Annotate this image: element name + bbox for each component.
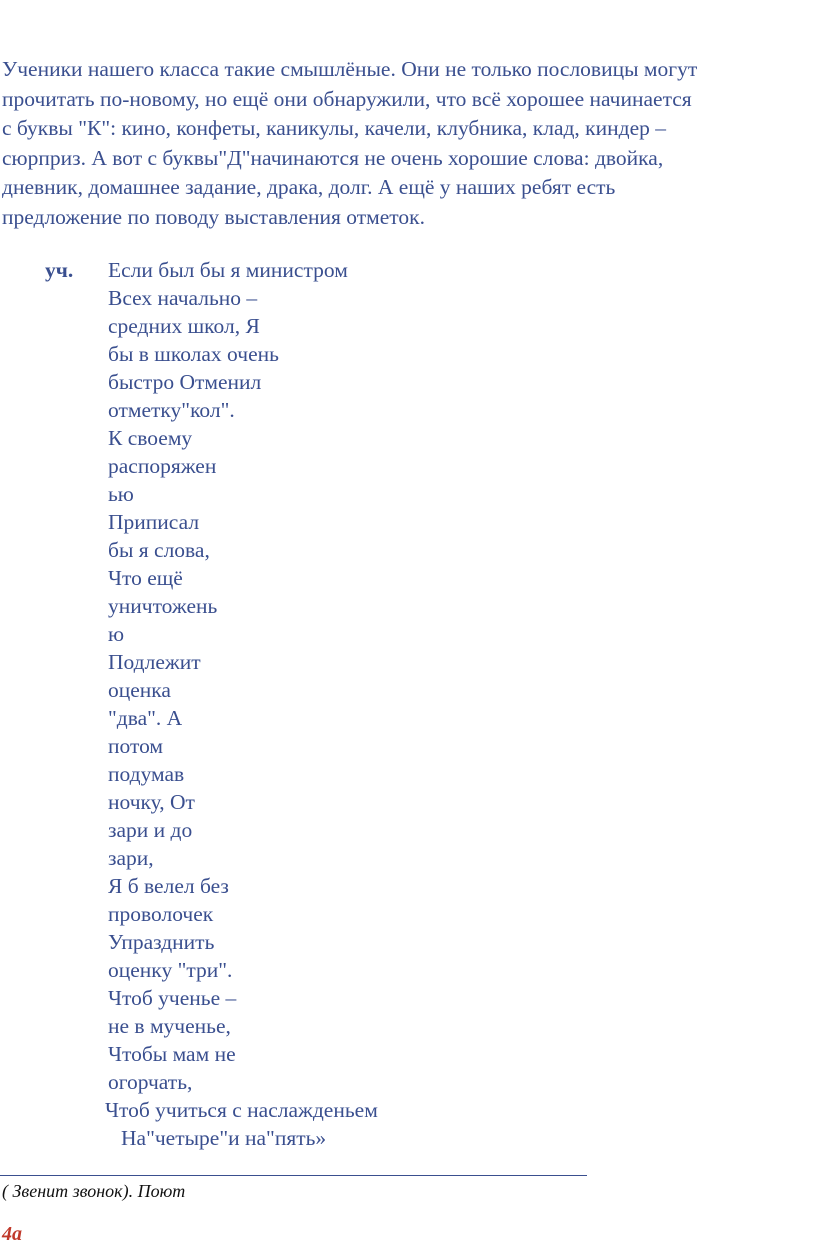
poem-line: бы я слова, [108,538,210,562]
poem-line: Что ещё [108,566,183,590]
speaker-label: уч. [45,258,74,282]
poem-line: Чтобы мам не [108,1042,236,1066]
poem-line: ночку, От [108,790,195,814]
poem-line: "два". А [108,706,183,730]
poem-line: ю [108,622,125,646]
poem-line: К своему [108,426,193,450]
poem [105,256,378,1152]
intro-line: с буквы "К": кино, конфеты, каникулы, качели, клубника, клад, киндер – [2,116,666,140]
poem-line: Если был бы я министром [108,258,348,282]
poem-line: не в мученье, [108,1014,231,1038]
poem-line: огорчать, [108,1070,193,1094]
poem-line: оценку "три". [108,958,233,982]
intro-line: Ученики нашего класса такие смышлёные. Они не только пословицы могут [2,57,698,81]
poem-line: быстро Отменил [108,370,262,394]
poem-line: Я б велел без [108,874,229,898]
section-divider [0,1175,587,1176]
poem-line: отметку"кол". [108,398,235,422]
poem-line: Приписал [108,510,200,534]
poem-line: Подлежит [108,650,201,674]
poem-line: распоряжен [108,454,217,478]
poem-line: уничтожень [108,594,218,618]
stage-direction: ( Звенит звонок). Поют [2,1181,186,1201]
poem-line: оценка [108,678,171,702]
intro-paragraph [2,55,812,232]
poem-line: проволочек [108,902,214,926]
poem-line: подумав [108,762,185,786]
intro-line: прочитать по-новому, но ещё они обнаружили, что всё хорошее начинается [2,86,692,111]
poem-line: Всех начально – [108,286,258,310]
poem-line: потом [108,734,164,758]
poem-line: ью [108,482,134,506]
poem-line: зари и до [108,818,193,842]
poem-line: бы в школах очень [108,342,279,366]
intro-line: сюрприз. А вот с буквы"Д"начинаются не очень хорошие слова: двойка, [2,145,664,170]
poem-line: зари, [108,846,154,870]
intro-line: дневник, домашнее задание, драка, долг. А ещё у наших ребят есть [2,175,616,199]
poem-line: Чтоб ученье – [108,986,237,1010]
intro-line: предложение по поводу выставления отметок. [2,204,425,229]
poem-line: На"четыре"и на"пять» [121,1126,327,1150]
page-marker: 4а [2,1223,22,1245]
poem-line: Упразднить [108,930,215,954]
poem-line: средних школ, Я [108,314,260,338]
poem-line: Чтоб учиться с наслажденьем [105,1098,378,1122]
